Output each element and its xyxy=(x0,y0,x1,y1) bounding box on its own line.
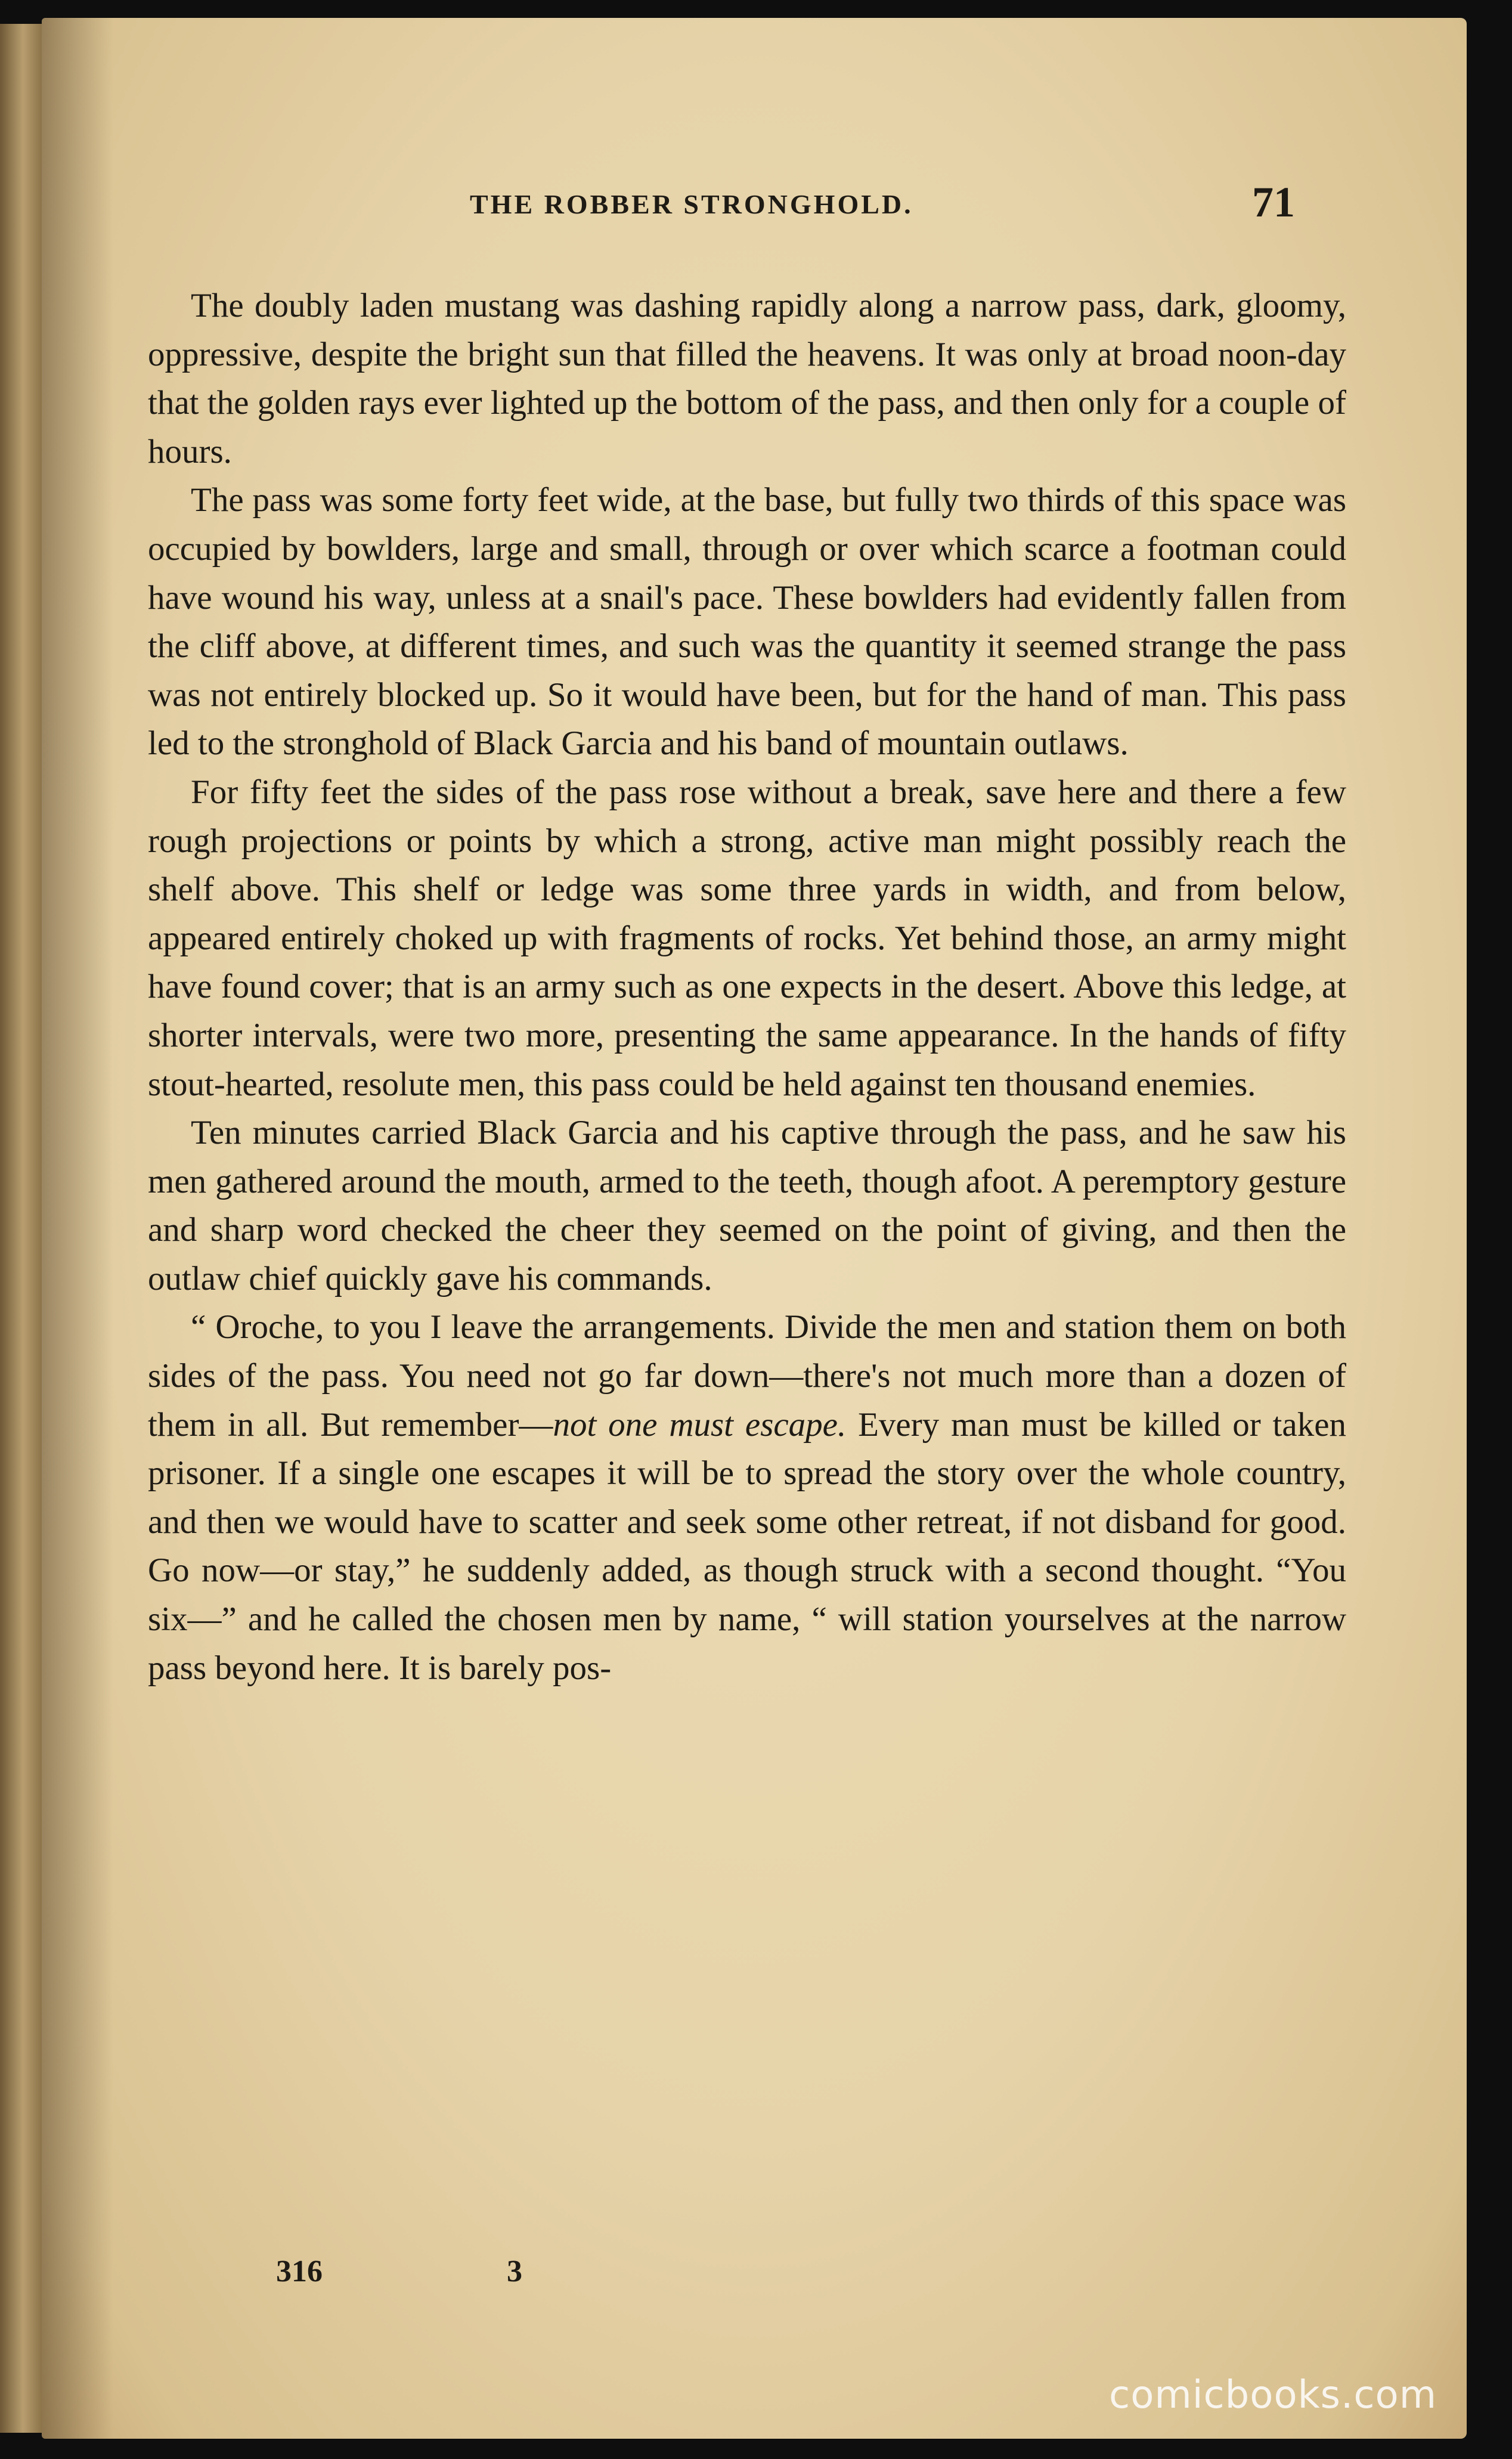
paragraph: The pass was some forty feet wide, at the base, but fully two thirds of this space was occupied by bowlders, large and small, through or over which scarce a footman could have wound his way, unless at a snail's pace. These bowlders had evidently fallen from the cliff above, at different times, and such was the quantity it seemed strange the pass was not entirely blocked up. So it would have been, but for the hand of man. This pass led to the stronghold of Black Garcia and his band of mountain outlaws. xyxy=(148,481,1346,763)
book-page xyxy=(42,18,1467,2439)
facing-page-edge xyxy=(0,24,42,2433)
paragraph: The doubly laden mustang was dashing rapidly along a narrow pass, dark, gloomy, oppressive, despite the bright sun that filled the heavens. It was only at broad noon-day that the golden rays ever lighted up the bottom of the pass, and then only for a couple of hours. xyxy=(148,287,1346,470)
emphasis-text: not one must escape. xyxy=(553,1405,847,1444)
spine-shadow xyxy=(42,18,113,2439)
printer-signature xyxy=(42,2254,1467,2302)
running-head xyxy=(42,173,1467,244)
signature-letter: 3 xyxy=(507,2254,522,2288)
quote-text: “ Oroche, to you I leave the arrangements. Divide the men and station them on both sides of the pass. You need not go far down—there's not much more than a dozen of them in all. But remember— xyxy=(148,1308,1346,1444)
running-title: THE ROBBER STRONGHOLD. xyxy=(470,189,913,219)
paragraph xyxy=(148,1303,1346,1692)
quote-text: Every man must be killed or taken prisoner. If a single one escapes it will be to spread the story over the whole country, and then we would have to scatter and seek some other retreat, if not disband for good. Go now—or stay,” he suddenly added, as though struck with a second thought. “You six—” and he called the chosen men by name, “ will station yourselves at the narrow pass beyond here. It is barely pos- xyxy=(148,1405,1346,1687)
signature-number: 316 xyxy=(276,2254,323,2288)
watermark: comicbooks.com xyxy=(1109,2373,1437,2417)
paragraph: Ten minutes carried Black Garcia and his captive through the pass, and he saw his men gathered around the mouth, armed to the teeth, though afoot. A peremptory gesture and sharp word checked the cheer they seemed on the point of giving, and then the outlaw chief quickly gave his commands. xyxy=(148,1114,1346,1297)
page-number: 71 xyxy=(1252,178,1295,226)
paragraph: For fifty feet the sides of the pass rose without a break, save here and there a few rough projections or points by which a strong, active man might possibly reach the shelf above. This shelf or ledge was some three yards in width, and from below, appeared entirely choked up with fragments of rocks. Yet behind those, an army might have found cover; that is an army such as one expects in the desert. Above this ledge, at shorter intervals, were two more, presenting the same appearance. In the hands of fifty stout-hearted, resolute men, this pass could be held against ten thousand enemies. xyxy=(148,773,1346,1103)
body-text xyxy=(148,281,1346,1692)
